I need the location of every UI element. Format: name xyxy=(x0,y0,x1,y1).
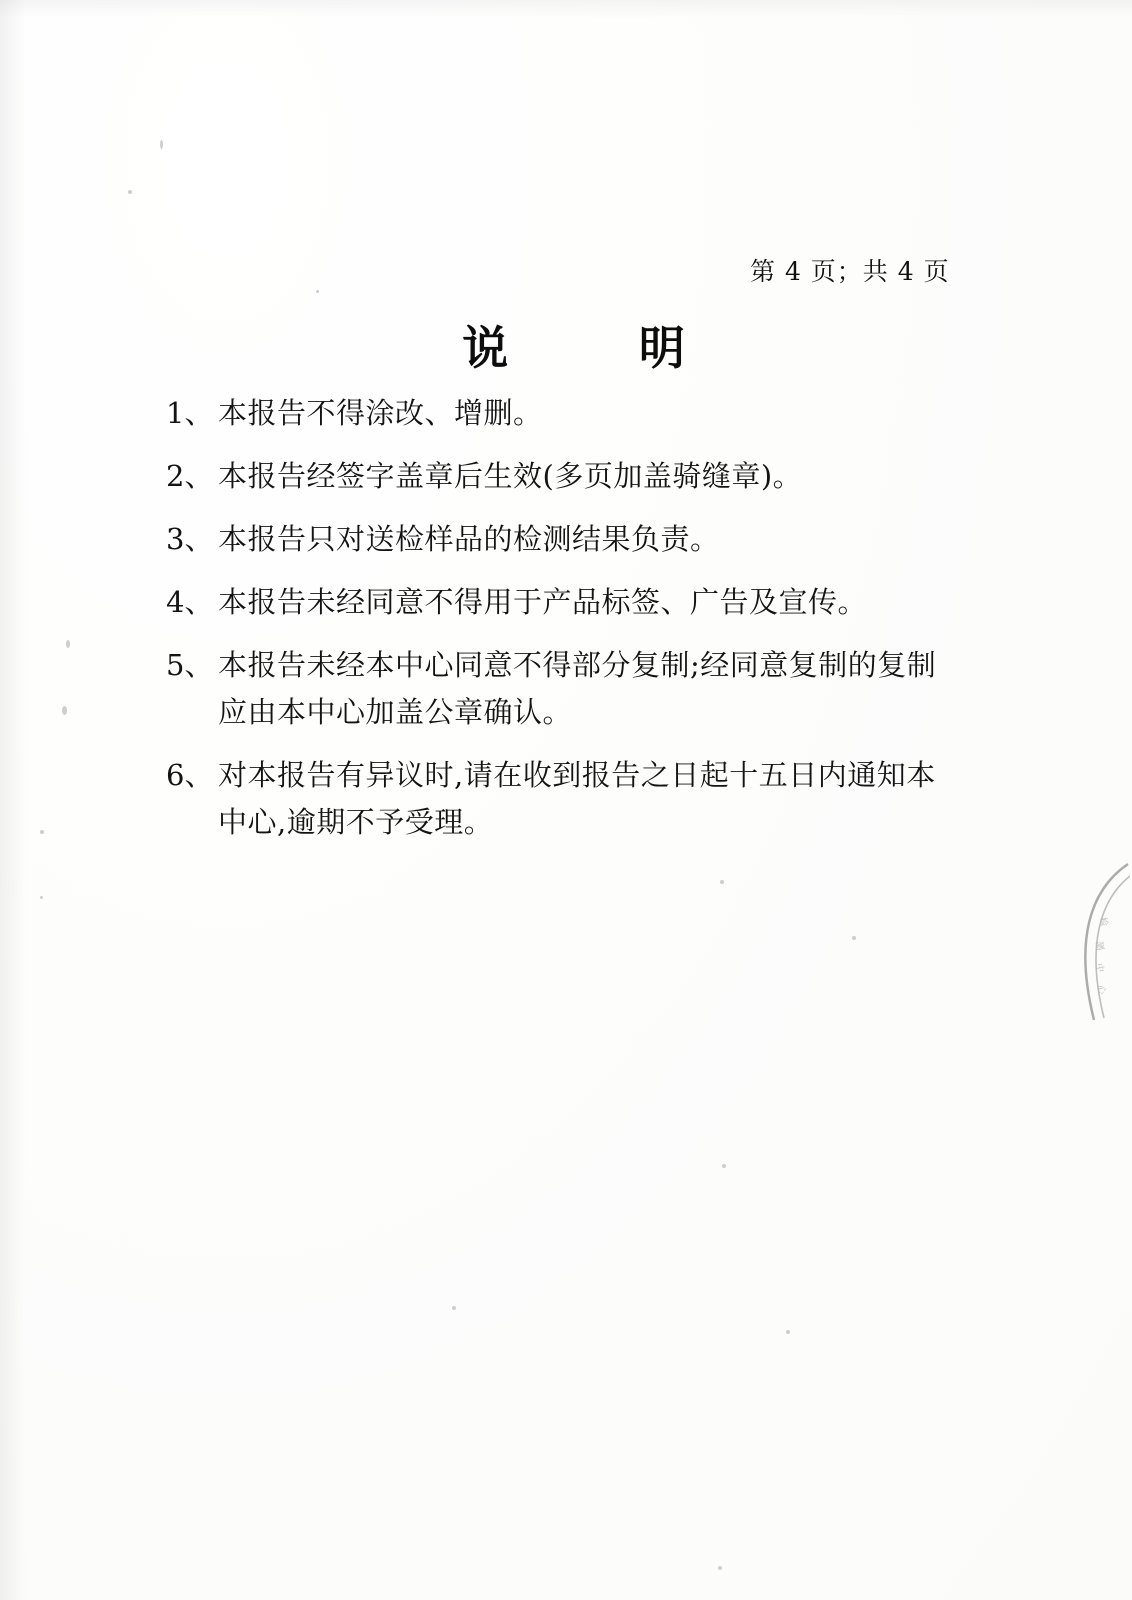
clause-text-line-1: 对本报告有异议时,请在收到报告之日起十五日内通知本 xyxy=(218,757,936,792)
svg-text:中: 中 xyxy=(1093,962,1105,974)
scan-speck xyxy=(160,140,163,149)
scan-speck xyxy=(452,1306,456,1310)
list-item xyxy=(166,642,966,736)
list-item xyxy=(166,453,966,500)
clause-text xyxy=(218,642,966,736)
svg-text:心: 心 xyxy=(1095,984,1107,996)
clause-number: 5、 xyxy=(166,647,214,682)
clause-list xyxy=(166,390,966,862)
page-edge-shadow-top xyxy=(0,0,1132,18)
page-title: 说 明 xyxy=(462,321,698,375)
page-edge-shadow-left xyxy=(0,0,26,1600)
scan-speck xyxy=(316,290,319,293)
seal-arc-icon xyxy=(1060,860,1130,1025)
page-number: 第 4 页；共 4 页 xyxy=(750,257,950,286)
list-item xyxy=(166,752,966,846)
scan-speck xyxy=(66,640,70,648)
scan-speck xyxy=(786,1330,790,1334)
clause-number: 1、 xyxy=(166,396,214,430)
scan-speck xyxy=(128,190,132,194)
clause-text: 本报告未经同意不得用于产品标签、广告及宣传。 xyxy=(218,584,868,619)
clause-number: 3、 xyxy=(166,521,214,556)
scan-speck xyxy=(718,1566,722,1570)
list-item xyxy=(166,579,966,626)
scan-speck xyxy=(40,830,44,834)
clause-text xyxy=(218,752,966,846)
clause-number: 2、 xyxy=(166,458,214,493)
clause-text-line-1: 本报告未经本中心同意不得部分复制;经同意复制的复制 xyxy=(218,647,937,682)
clause-text-line-2: 应由本中心加盖公章确认。 xyxy=(218,694,573,729)
clause-number: 6、 xyxy=(166,757,214,792)
svg-text:测: 测 xyxy=(1093,940,1105,952)
list-item xyxy=(166,390,966,437)
scan-speck xyxy=(40,896,43,899)
list-item xyxy=(166,516,966,563)
clause-text: 本报告不得涂改、增删。 xyxy=(218,396,543,430)
clause-number: 4、 xyxy=(166,584,214,619)
scan-speck xyxy=(62,706,67,715)
scan-speck xyxy=(720,880,724,884)
clause-text: 本报告经签字盖章后生效(多页加盖骑缝章)。 xyxy=(218,458,803,493)
svg-text:检: 检 xyxy=(1097,916,1109,928)
clause-text: 本报告只对送检样品的检测结果负责。 xyxy=(218,521,720,556)
scan-speck xyxy=(852,936,856,940)
scan-speck xyxy=(722,1164,726,1168)
clause-text-line-2: 中心,逾期不予受理。 xyxy=(218,804,494,839)
